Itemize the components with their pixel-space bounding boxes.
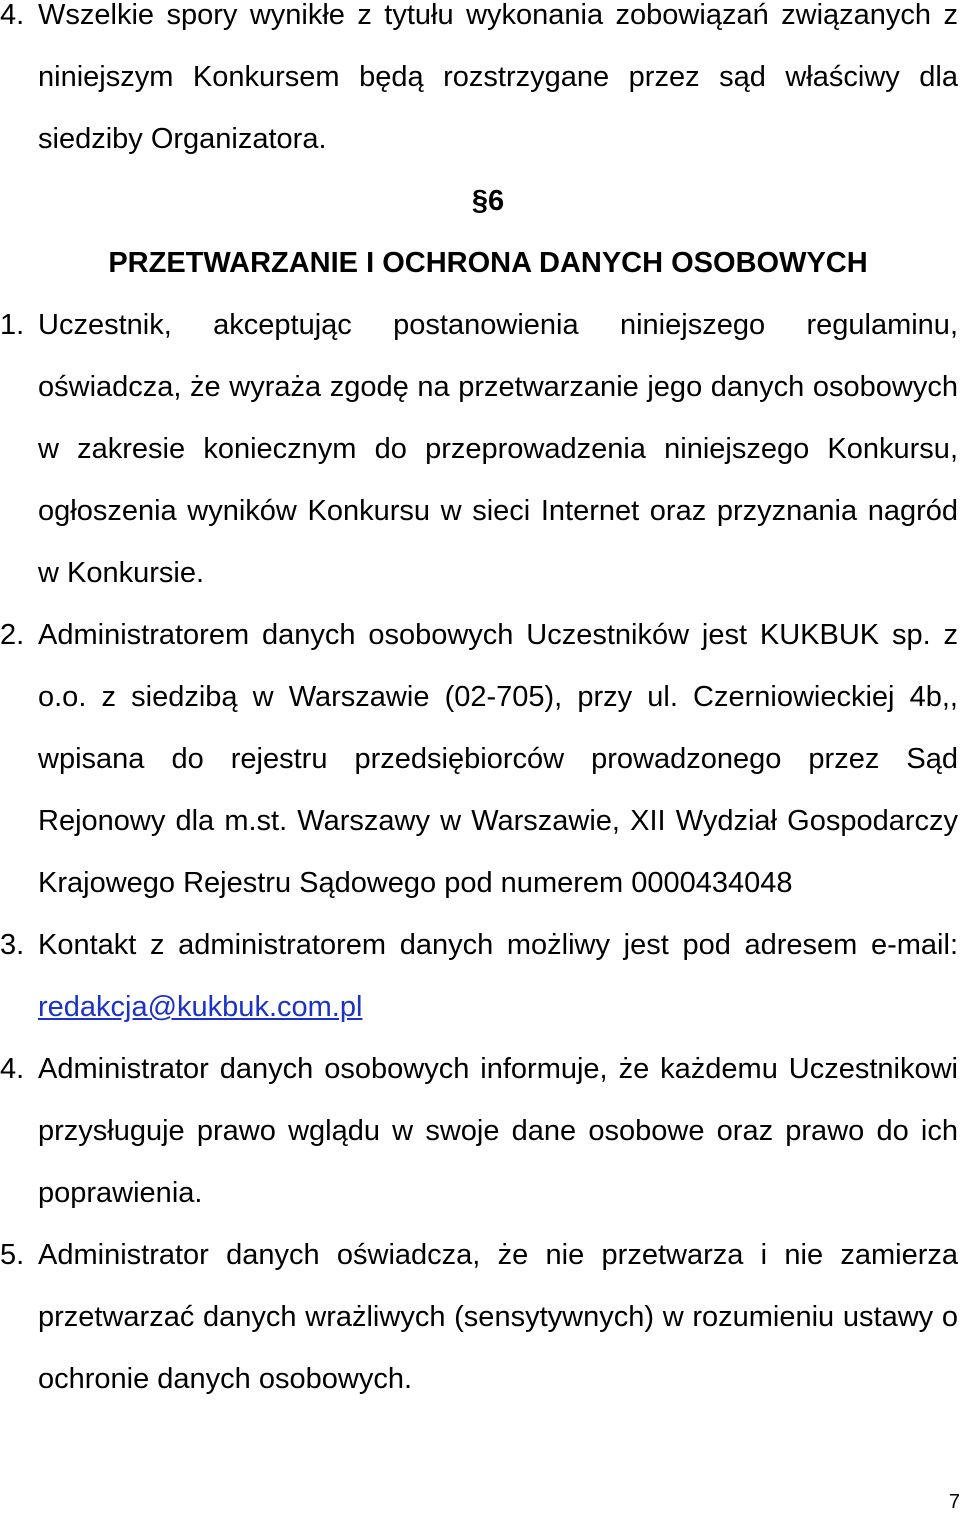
- list-item: [0, 914, 960, 1038]
- list-item: [0, 1038, 960, 1224]
- item-text: Administrator danych osobowych informuje, że każdemu Uczestnikowi przysługuje prawo wglądu w swoje dane osobowe oraz prawo do ich poprawienia.: [38, 1053, 958, 1209]
- item-text: Kontakt z administratorem danych możliwy jest pod adresem e-mail:: [38, 929, 958, 961]
- item-number: 4.: [0, 0, 25, 31]
- item-text: Administratorem danych osobowych Uczestników jest KUKBUK sp. z o.o. z siedzibą w Warszawie (02-705), przy ul. Czerniowieckiej 4b,, wpisana do rejestru przedsiębiorców prowadzonego przez Sąd Rejonowy dla m.st. Warszawy w Warszawie, XII Wydział Gospodarczy Krajowego Rejestru Sądowego pod numerem 0000434048: [38, 619, 958, 899]
- item-text: Wszelkie spory wynikłe z tytułu wykonania zobowiązań związanych z niniejszym Konkursem będą rozstrzygane przez sąd właściwy dla siedziby Organizatora.: [38, 0, 958, 155]
- list-item: [0, 294, 960, 604]
- item-number: 4.: [0, 1053, 25, 1085]
- item-number: 2.: [0, 619, 25, 651]
- section-title: PRZETWARZANIE I OCHRONA DANYCH OSOBOWYCH: [108, 247, 868, 279]
- page-number: 7: [948, 1491, 960, 1513]
- item-number: 5.: [0, 1239, 25, 1271]
- list-item: [0, 1224, 960, 1410]
- item-number: 1.: [0, 309, 25, 341]
- item-number: 3.: [0, 929, 25, 961]
- email-link[interactable]: redakcja@kukbuk.com.pl: [38, 991, 363, 1023]
- section-number: §6: [471, 185, 505, 217]
- item-text: Uczestnik, akceptując postanowienia niniejszego regulaminu, oświadcza, że wyraża zgodę na przetwarzanie jego danych osobowych w zakresie koniecznym do przeprowadzenia niniejszego Konkursu, ogłoszenia wyników Konkursu w sieci Internet oraz przyznania nagród w Konkursie.: [38, 309, 958, 589]
- list-item: [0, 0, 960, 170]
- item-text: Administrator danych oświadcza, że nie przetwarza i nie zamierza przetwarzać danych wrażliwych (sensytywnych) w rozumieniu ustawy o ochronie danych osobowych.: [38, 1239, 958, 1395]
- list-item: [0, 604, 960, 914]
